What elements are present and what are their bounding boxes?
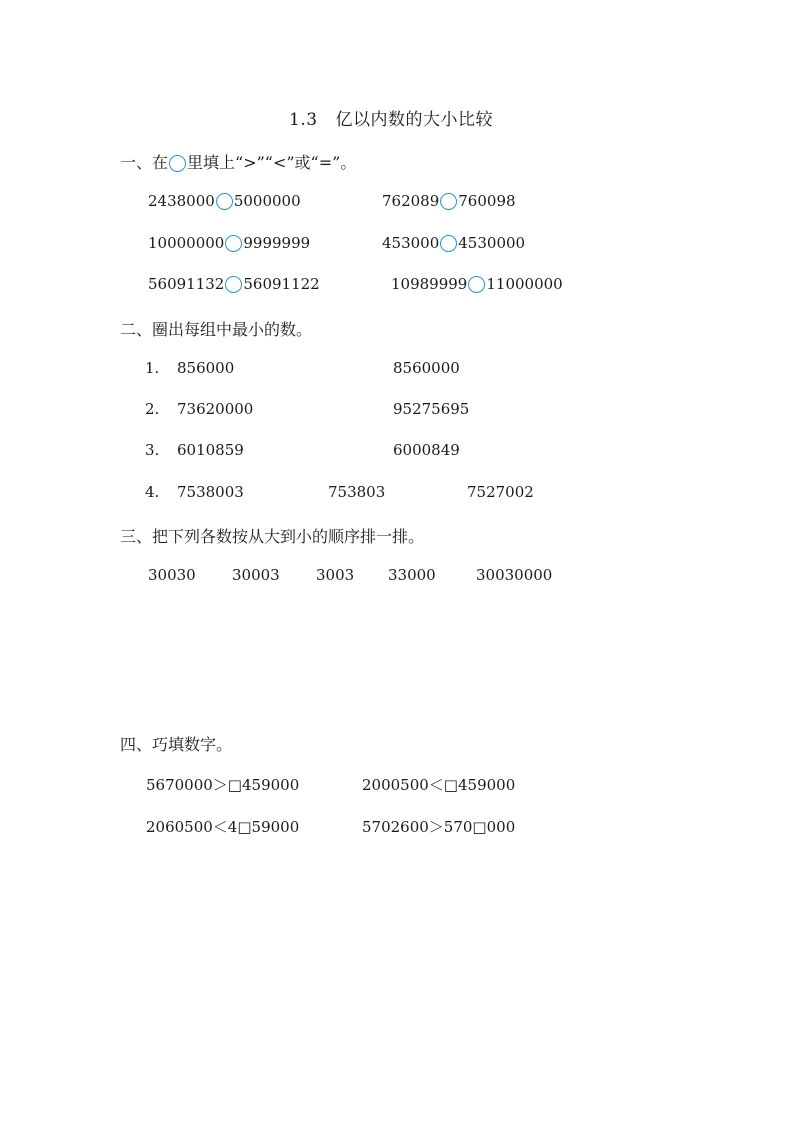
blank-circle-icon: [169, 155, 186, 172]
sort-number: 30030000: [476, 566, 553, 584]
candidate-number[interactable]: 7538003: [177, 483, 244, 501]
question-number: 2.: [145, 400, 160, 418]
comparison-item: [382, 192, 516, 210]
question-number: 1.: [145, 359, 160, 377]
question-number: 3.: [145, 441, 160, 459]
comparison-item: [148, 234, 310, 252]
comparison-right: 9999999: [243, 234, 311, 252]
fill-digit-item[interactable]: 5670000＞□459000: [146, 776, 300, 794]
section3-heading: 三、把下列各数按从大到小的顺序排一排。: [120, 527, 425, 546]
comparison-right: 4530000: [458, 234, 526, 252]
candidate-number[interactable]: 6010859: [177, 441, 244, 459]
answer-circle-icon[interactable]: [216, 193, 233, 210]
answer-circle-icon[interactable]: [225, 276, 242, 293]
candidate-number[interactable]: 753803: [328, 483, 386, 501]
candidate-number[interactable]: 6000849: [393, 441, 460, 459]
comparison-left: 453000: [382, 234, 440, 252]
candidate-number[interactable]: 856000: [177, 359, 235, 377]
title-number: 1.3: [289, 110, 318, 130]
comparison-item: [382, 234, 525, 252]
section1-heading: [120, 150, 356, 173]
title-text: 亿以内数的大小比较: [335, 110, 494, 130]
comparison-item: [148, 192, 301, 210]
section2-heading: 二、圈出每组中最小的数。: [120, 320, 313, 339]
question-number: 4.: [145, 483, 160, 501]
candidate-number[interactable]: 95275695: [393, 400, 470, 418]
answer-circle-icon[interactable]: [225, 235, 242, 252]
answer-circle-icon[interactable]: [468, 276, 485, 293]
comparison-right: 11000000: [486, 275, 563, 293]
answer-circle-icon[interactable]: [440, 193, 457, 210]
sort-number: 33000: [388, 566, 436, 584]
page-title: [289, 105, 493, 130]
comparison-left: 10989999: [391, 275, 468, 293]
comparison-item: [148, 275, 320, 293]
comparison-left: 762089: [382, 192, 440, 210]
fill-digit-item[interactable]: 2000500＜□459000: [362, 776, 516, 794]
section1-heading-prefix: 一、在: [120, 153, 169, 172]
comparison-left: 56091132: [148, 275, 225, 293]
fill-digit-item[interactable]: 2060500＜4□59000: [146, 818, 300, 836]
candidate-number[interactable]: 73620000: [177, 400, 254, 418]
section4-heading: 四、巧填数字。: [120, 735, 233, 754]
sort-number: 30003: [232, 566, 280, 584]
comparison-right: 5000000: [233, 192, 301, 210]
sort-number: 30030: [148, 566, 196, 584]
comparison-right: 760098: [458, 192, 516, 210]
comparison-left: 2438000: [148, 192, 215, 210]
comparison-left: 10000000: [148, 234, 225, 252]
fill-digit-item[interactable]: 5702600＞570□000: [362, 818, 516, 836]
sort-number: 3003: [316, 566, 355, 584]
candidate-number[interactable]: 8560000: [393, 359, 460, 377]
comparison-right: 56091122: [243, 275, 320, 293]
answer-circle-icon[interactable]: [440, 235, 457, 252]
comparison-item: [391, 275, 563, 293]
candidate-number[interactable]: 7527002: [467, 483, 534, 501]
section1-heading-suffix: 里填上“>”“<”或“=”。: [187, 153, 357, 172]
